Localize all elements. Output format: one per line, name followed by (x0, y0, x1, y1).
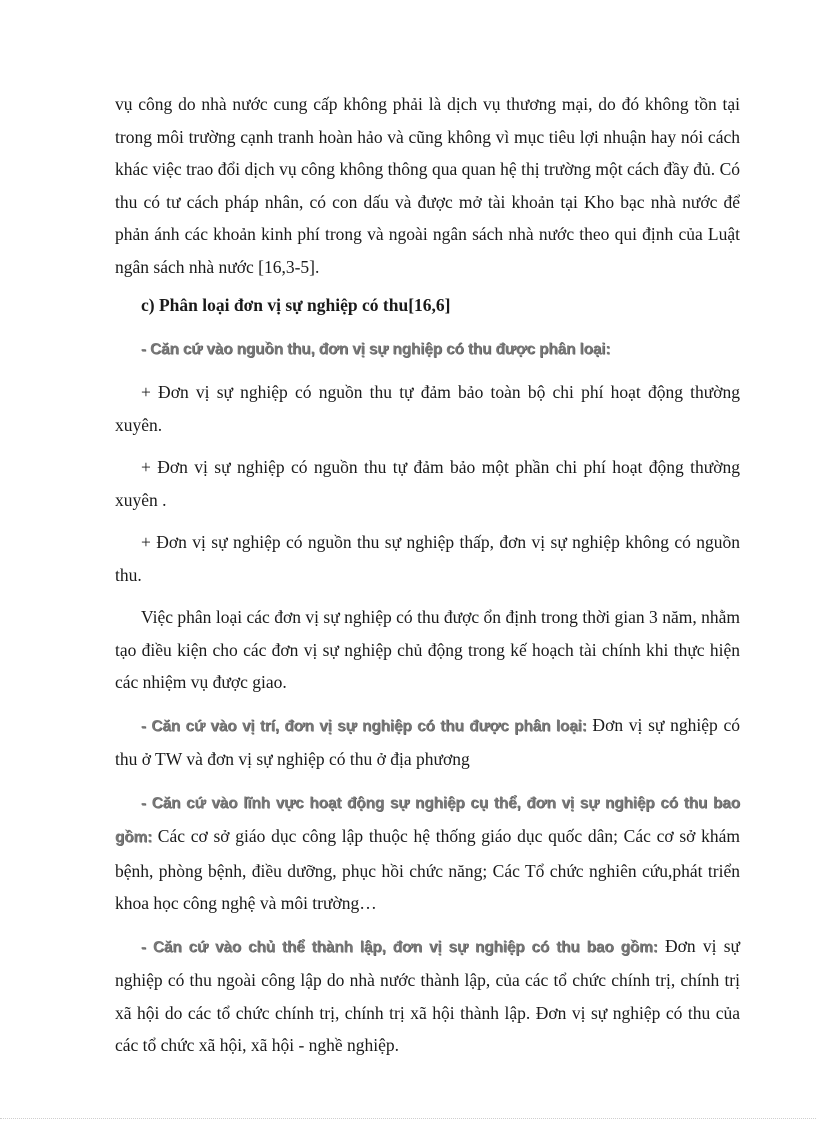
paragraph-source-classification (115, 332, 740, 367)
bullet-full-autonomy: + Đơn vị sự nghiệp có nguồn thu tự đảm bảo toàn bộ chi phí hoạt động thường xuyên. (115, 382, 740, 435)
bullet-partial-autonomy: + Đơn vị sự nghiệp có nguồn thu tự đảm bảo một phần chi phí hoạt động thường xuyên . (115, 457, 740, 510)
page-bottom-divider (0, 1118, 816, 1119)
paragraph-location-classification (115, 709, 740, 776)
document-page (115, 88, 740, 1062)
location-lead-text: - Căn cứ vào vị trí, đơn vị sự nghiệp có thu được phân loại: (141, 717, 587, 735)
field-body-text: Các cơ sở giáo dục công lập thuộc hệ thống giáo dục quốc dân; Các cơ sở khám bệnh, phòng bệnh, điều dưỡng, phục hồi chức năng; Các Tổ chức nghiên cứu,phát triển khoa học công nghệ và môi trường… (115, 826, 740, 913)
founder-lead-text: - Căn cứ vào chủ thể thành lập, đơn vị sự nghiệp có thu bao gồm: (141, 938, 658, 956)
paragraph-field-classification (115, 786, 740, 920)
bullet-low-revenue: + Đơn vị sự nghiệp có nguồn thu sự nghiệp thấp, đơn vị sự nghiệp không có nguồn thu. (115, 532, 740, 585)
source-lead-text: - Căn cứ vào nguồn thu, đơn vị sự nghiệp có thu được phân loại: (141, 340, 611, 358)
section-heading: c) Phân loại đơn vị sự nghiệp có thu[16,6] (141, 295, 451, 315)
paragraph-founder-classification (115, 930, 740, 1062)
field-lead-text: - Căn cứ vào lĩnh vực hoạt động sự nghiệp cụ thể, đơn vị sự nghiệp có thu bao gồm: (115, 794, 740, 846)
paragraph-public-service: vụ công do nhà nước cung cấp không phải là dịch vụ thương mại, do đó không tồn tại trong môi trường cạnh tranh hoàn hảo và cũng không vì mục tiêu lợi nhuận hay nói cách khác việc trao đổi dịch vụ công không thông qua quan hệ thị trường một cách đầy đủ. Có thu có tư cách pháp nhân, có con dấu và được mở tài khoản tại Kho bạc nhà nước để phản ánh các khoản kinh phí trong và ngoài ngân sách nhà nước theo qui định của Luật ngân sách nhà nước [16,3-5]. (115, 94, 740, 277)
founder-body-text: Đơn vị sự nghiệp có thu ngoài công lập do nhà nước thành lập, của các tổ chức chính trị, chính trị xã hội do các tổ chức chính trị, chính trị xã hội thành lập. Đơn vị sự nghiệp có thu của các tổ chức xã hội, xã hội - nghề nghiệp. (115, 935, 740, 1055)
location-body-text: Đơn vị sự nghiệp có thu ở TW và đơn vị sự nghiệp có thu ở địa phương (115, 714, 740, 769)
paragraph-stability: Việc phân loại các đơn vị sự nghiệp có thu được ổn định trong thời gian 3 năm, nhằm tạo điều kiện cho các đơn vị sự nghiệp chủ động trong kế hoạch tài chính khi thực hiện các nhiệm vụ được giao. (115, 607, 740, 692)
